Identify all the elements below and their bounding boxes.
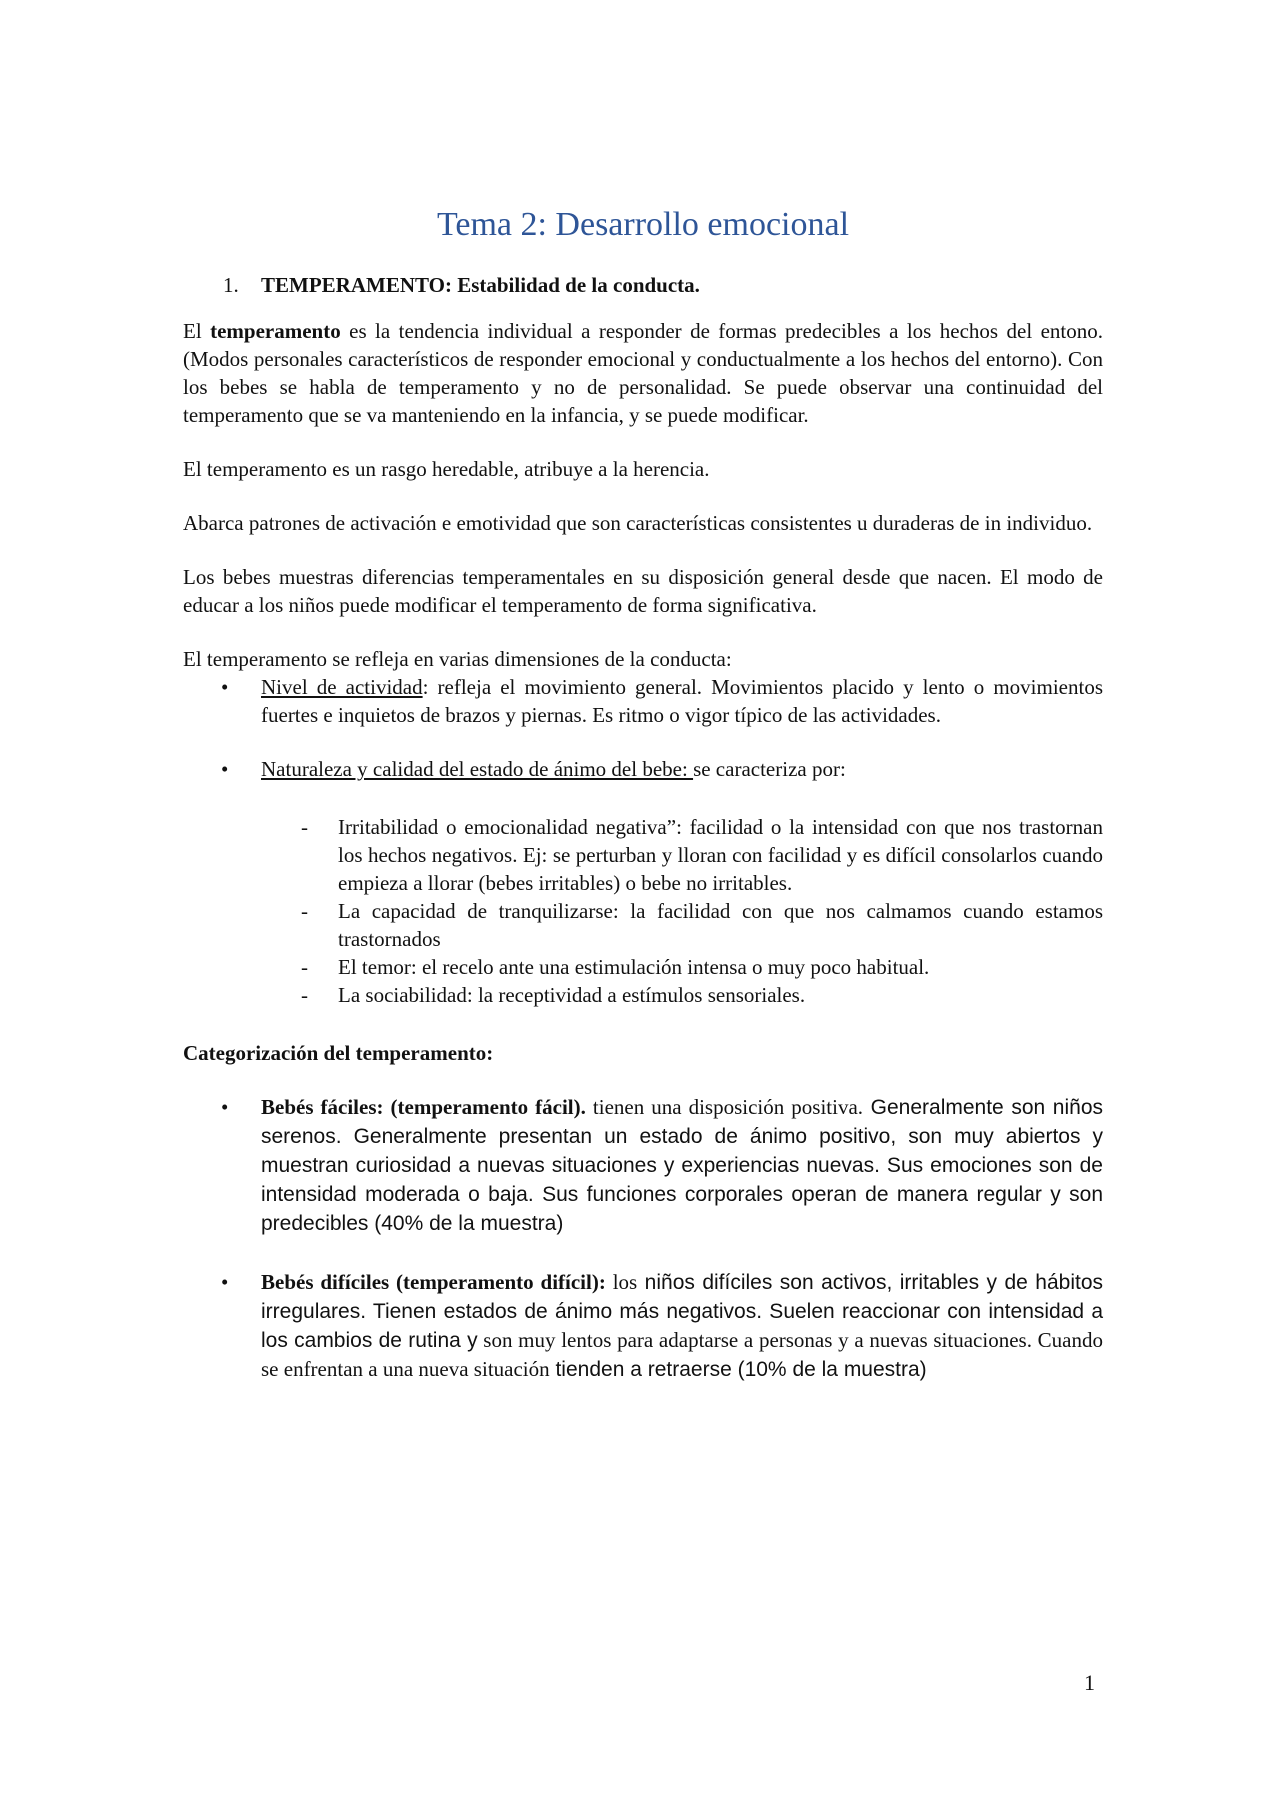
paragraph-differences: Los bebes muestras diferencias temperamentales en su disposición general desde que nacen. El modo de educar a los niños puede modificar el temperamento de forma significativa.	[183, 565, 1103, 617]
spacer	[183, 1009, 1103, 1039]
paragraph-patterns: Abarca patrones de activación e emotividad que son características consistentes u duraderas de in individuo.	[183, 511, 1093, 535]
categories-list	[183, 1093, 1103, 1384]
bullet-marker: •	[221, 1270, 229, 1294]
list-item	[183, 1268, 1103, 1384]
dash-marker: -	[301, 983, 308, 1007]
mood-list	[183, 813, 1103, 1009]
list-item-text: La sociabilidad: la receptividad a estímulos sensoriales.	[338, 983, 806, 1007]
list-item	[183, 897, 1103, 953]
section-heading	[183, 271, 1103, 299]
list-item-text: los	[605, 1270, 638, 1294]
list-item-text: Generalmente son niños serenos. Generalmente presentan un estado de ánimo positivo, son muy abiertos y muestran curiosidad a nuevas situaciones y experiencias nuevas. Sus emociones son de intensidad moderada o baja. Sus funciones corporales operan de manera regular y son predecibles (40% de la muestra)	[261, 1096, 1104, 1235]
bullet-marker: •	[221, 1095, 229, 1119]
heading-text: Categorización del temperamento:	[183, 1041, 494, 1065]
list-item-text: La capacidad de tranquilizarse: la facilidad con que nos calmamos cuando estamos trastornados	[338, 899, 1103, 951]
list-item-text: tienen una disposición positiva.	[585, 1095, 864, 1119]
list-item-text: Irritabilidad o emocionalidad negativa”: facilidad o la intensidad con que nos trastornan los hechos negativos. Ej: se perturban y lloran con facilidad y es difícil consolarlos cuando empieza a llorar (bebes irritables) o bebe no irritables.	[338, 815, 1103, 895]
page-number: 1	[1084, 1670, 1095, 1695]
list-item	[183, 755, 1103, 783]
list-item-text: tienden a retraerse (10% de la muestra)	[549, 1358, 927, 1381]
dimensions-list	[183, 673, 1103, 783]
underlined-term: Naturaleza y calidad del estado de ánimo del bebe:	[261, 757, 694, 781]
dash-marker: -	[301, 815, 308, 839]
section-title: TEMPERAMENTO: Estabilidad de la conducta.	[261, 273, 700, 297]
paragraph-heritable: El temperamento es un rasgo heredable, atribuye a la herencia.	[183, 457, 710, 481]
document-body	[183, 205, 1103, 1384]
list-item	[183, 673, 1103, 729]
list-item-text: niños difíciles son activos, irritables y de hábitos irregulares. Tienen estados de ánimo más negativos. Suelen reaccionar con intensidad a los cambios de rutina y	[261, 1271, 1103, 1352]
list-item-text: son muy lentos para adaptarse a personas y a nuevas situaciones. Cuando se enfrentan a una nueva situación	[261, 1328, 1103, 1381]
spacer	[183, 1238, 1103, 1268]
list-item-text: se caracteriza por:	[693, 757, 846, 781]
dash-marker: -	[301, 899, 308, 923]
list-item-text: El temor: el recelo ante una estimulación intensa o muy poco habitual.	[338, 955, 930, 979]
spacer	[183, 729, 1103, 755]
list-item	[183, 813, 1103, 897]
category-title: Bebés difíciles (temperamento difícil):	[261, 1270, 606, 1294]
list-item	[183, 1093, 1103, 1238]
section-number: 1.	[223, 273, 239, 297]
paragraph-text: es la tendencia individual a responder de formas predecibles a los hechos del entono. (Modos personales característicos de responder emocional y conductualmente a los hechos del entorno). Con los bebes se habla de temperamento y no de personalidad. Se puede observar una continuidad del temperamento que se va manteniendo en la infancia, y se puede modificar.	[183, 319, 1103, 427]
bold-term: temperamento	[210, 319, 341, 343]
category-title: Bebés fáciles: (temperamento fácil).	[261, 1095, 586, 1119]
list-item	[183, 981, 1103, 1009]
list-item-text: : refleja el movimiento general. Movimientos placido y lento o movimientos fuertes e inquietos de brazos y piernas. Es ritmo o vigor típico de las actividades.	[261, 675, 1103, 727]
page-title: Tema 2: Desarrollo emocional	[436, 206, 850, 243]
spacer	[183, 783, 1103, 813]
dash-marker: -	[301, 955, 308, 979]
paragraph-dimensions-intro: El temperamento se refleja en varias dimensiones de la conducta:	[183, 647, 732, 671]
underlined-term: Nivel de actividad	[261, 675, 423, 699]
categorization-heading	[183, 1039, 1103, 1067]
paragraph-text: El	[183, 319, 211, 343]
list-item	[183, 953, 1103, 981]
bullet-marker: •	[221, 757, 229, 781]
paragraph-definition	[183, 317, 1103, 429]
bullet-marker: •	[221, 675, 229, 699]
